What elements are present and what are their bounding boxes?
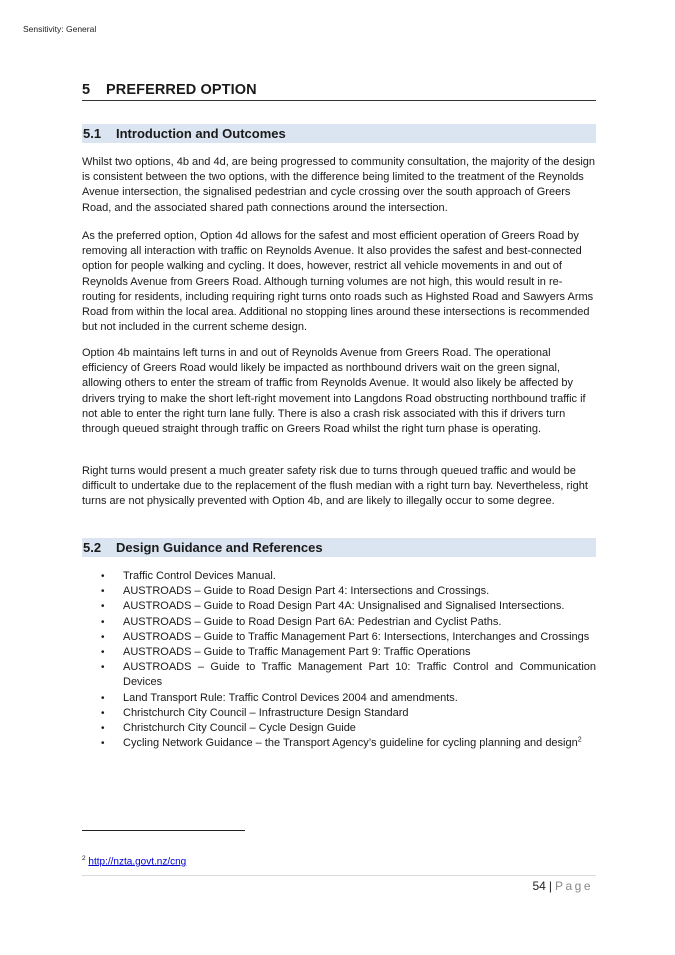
list-item: • Land Transport Rule: Traffic Control Devices 2004 and amendments. [82,691,596,706]
list-item: • Traffic Control Devices Manual. [82,569,596,584]
paragraph-option-4d: As the preferred option, Option 4d allows for the safest and most efficient operation of Greers Road by removing all interaction with traffic on Reynolds Avenue. It also provides the safest and best-connected option for people walking and cycling. It does, however, restrict all vehicle movements in and out of Reynolds Avenue from Greers Road. Although turning volumes are not high, this would result in re-routing for residents, including requiring right turns onto roads such as Highsted Road and Sawyers Arms Road from within the local area. Additional no stopping lines around these intersections is recommended but not included in the current scheme design. [82,230,594,334]
subsection-title: Introduction and Outcomes [116,126,286,141]
reference-list [82,569,596,751]
section-title: PREFERRED OPTION [106,82,257,98]
footnote [82,855,186,867]
page-separator: | [548,879,552,893]
list-item: • AUSTROADS – Guide to Road Design Part 6A: Pedestrian and Cyclist Paths. [82,615,596,630]
subsection-heading-intro [82,124,596,143]
sensitivity-label: Sensitivity: General [23,24,97,34]
section-heading [82,82,596,101]
list-item: • AUSTROADS – Guide to Traffic Management Part 9: Traffic Operations [82,645,596,660]
subsection-title: Design Guidance and References [116,540,323,555]
section-number: 5 [82,82,91,98]
page-label: Page [554,879,593,893]
subsection-number: 5.2 [83,540,102,555]
page-number-value: 54 [532,879,546,893]
paragraph-right-turns: Right turns would present a much greater safety risk due to turns through queued traffic and would be difficult to undertake due to the replacement of the flush median with a right turn bay. Nevertheless, right turns are not physically prevented with Option 4b, and are likely to illegally occur to some degree. [82,465,588,508]
footer-divider [82,875,596,876]
list-item: • AUSTROADS – Guide to Traffic Management Part 10: Traffic Control and Communication Devices [82,660,596,690]
paragraph-option-4b: Option 4b maintains left turns in and out of Reynolds Avenue from Greers Road. The operational efficiency of Greers Road would likely be impacted as northbound drivers wait on the green signal, allowing others to enter the stream of traffic from Reynolds Avenue. It would also likely be affected by drivers trying to make the short left-right movement into Langdons Road obstructing northbound traffic if not able to enter the right turn lane fully. There is also a crash risk associated with this if drivers turn through queued straight through traffic on Greers Road whilst the right turn phase is operating. [82,347,586,436]
subsection-heading-guidance [82,538,596,557]
subsection-number: 5.1 [83,126,102,141]
list-item [82,736,596,751]
page-number [532,879,593,893]
paragraph-options-overview: Whilst two options, 4b and 4d, are being progressed to community consultation, the majority of the design is consistent between the two options, with the difference being limited to the treatment of the Reynolds Avenue intersection, the signalised pedestrian and cycle crossing over the south approach of Greers Road, and the associated shared path connections around the intersection. [82,156,596,214]
footnote-link[interactable]: http://nzta.govt.nz/cng [88,856,187,868]
footnote-marker[interactable]: 2 [577,736,582,744]
list-item: • Christchurch City Council – Infrastructure Design Standard [82,706,596,721]
reference-text: Cycling Network Guidance – the Transport Agency’s guideline for cycling planning and design [123,737,578,750]
footnote-number: 2 [82,855,86,862]
list-item: • AUSTROADS – Guide to Road Design Part 4A: Unsignalised and Signalised Intersections. [82,599,596,614]
list-item: • Christchurch City Council – Cycle Design Guide [82,721,596,736]
list-item: • AUSTROADS – Guide to Road Design Part 4: Intersections and Crossings. [82,584,596,599]
list-item: • AUSTROADS – Guide to Traffic Management Part 6: Intersections, Interchanges and Crossings [82,630,596,645]
footnote-divider [82,830,245,831]
